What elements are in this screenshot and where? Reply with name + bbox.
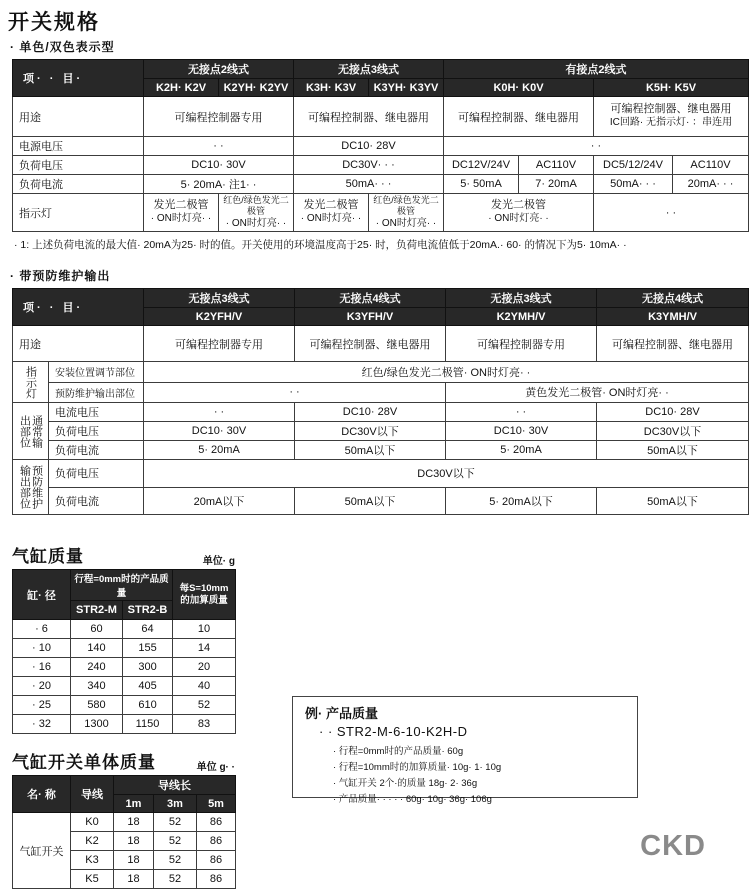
t1-group-3wire: 无接点3线式 <box>294 60 444 79</box>
t2-pm-cell: 20mA以下 <box>144 487 295 515</box>
t2-group-4wire-b: 无接点4线式 <box>597 289 749 308</box>
t4-val: 86 <box>197 813 236 832</box>
t3-bore: · 25 <box>13 696 71 715</box>
t3-mass-add: 52 <box>173 696 236 715</box>
t4-val: 52 <box>154 851 197 870</box>
t1-loadv-label: 负荷电压 <box>13 156 144 175</box>
t4-val: 86 <box>197 851 236 870</box>
t2-normal-cell: 5· 20mA <box>446 441 597 460</box>
t1-usage-label: 用途 <box>13 97 144 137</box>
t1-lamp-on: · ON时灯亮· · <box>488 213 549 225</box>
t2-pm-cell: 50mA以下 <box>597 487 749 515</box>
t3-bore-header: 缸· 径 <box>13 570 71 620</box>
t4-lead-header: 导线 <box>71 776 114 813</box>
t1-loadi-cell: 5· 50mA <box>444 175 519 194</box>
t1-lamp-cell <box>444 194 594 232</box>
t2-normal-row-label: 负荷电流 <box>49 441 144 460</box>
t2-model-k3ymh: K3YMH/V <box>597 308 749 326</box>
t1-lamp-cell-k5: · · <box>594 194 749 232</box>
t2-usage-cell: 可编程控制器专用 <box>446 326 597 362</box>
switch-mass-section-header <box>12 748 235 773</box>
t1-loadi-cell: 20mA· · · <box>673 175 749 194</box>
t2-lamp-row2-cell: · · <box>144 382 446 403</box>
t3-mass-add: 40 <box>173 677 236 696</box>
t1-usage-cell: 可编程控制器、继电器用 <box>444 97 594 137</box>
t1-lamp-type: 红色/绿色发光二极管 <box>223 195 289 217</box>
t1-loadi-cell: 50mA· · · <box>594 175 673 194</box>
t1-lamp-on: · ON时灯亮· · <box>150 213 212 225</box>
t3-stroke0-header: 行程=0mm时的产品质量 <box>71 570 173 601</box>
ckd-logo: CKD <box>640 830 706 862</box>
t1-loadi-cell: 7· 20mA <box>519 175 594 194</box>
t4-val: 18 <box>114 832 154 851</box>
spec-table-preventive-maintenance <box>12 288 749 515</box>
example-line: · 行程=0mm时的产品质量· 60g <box>333 746 464 757</box>
t1-lamp-cell <box>219 194 294 232</box>
t2-normal-cell: DC10· 28V <box>295 403 446 422</box>
t2-normal-row-label: 负荷电压 <box>49 422 144 441</box>
t4-val: 86 <box>197 870 236 889</box>
t1-lamp-cell <box>144 194 219 232</box>
t2-group-3wire-b: 无接点3线式 <box>446 289 597 308</box>
t3-add-header-line2: 的加算质量 <box>180 594 228 606</box>
t3-bore: · 20 <box>13 677 71 696</box>
t2-normal-cell: DC30V以下 <box>597 422 749 441</box>
t1-lamp-cell <box>294 194 369 232</box>
t3-mass-add: 83 <box>173 715 236 734</box>
t2-lamp-row1-cell: 红色/绿色发光二极管· ON时灯亮· · <box>144 362 749 383</box>
t2-group-3wire-a: 无接点3线式 <box>144 289 295 308</box>
t2-pm-group-vtext: 预防维护输出部位 <box>18 465 43 509</box>
t1-group-2wire: 无接点2线式 <box>144 60 294 79</box>
t3-mass-m: 140 <box>71 639 123 658</box>
footnote-load-current: · 1: 上述负荷电流的最大值· 20mA为25· 时的值。开关使用的环境温度高于25· 时，负荷电流值低于20mA.· 60· 的情况下为5· 10mA· · <box>14 239 627 251</box>
t2-normal-cell: DC30V以下 <box>295 422 446 441</box>
t2-pm-row1-cell: DC30V以下 <box>144 460 749 488</box>
t3-bore: · 16 <box>13 658 71 677</box>
t1-model-k2h: K2H· K2V <box>144 79 219 97</box>
t1-model-k5h: K5H· K5V <box>594 79 749 97</box>
t1-supply-label: 电源电压 <box>13 137 144 156</box>
t3-mass-b: 64 <box>123 620 173 639</box>
t4-leadlen-header: 导线长 <box>114 776 236 795</box>
t1-loadv-cell: DC5/12/24V <box>594 156 673 175</box>
t4-val: 52 <box>154 813 197 832</box>
t1-lamp-on: · ON时灯亮· · <box>375 217 437 229</box>
t3-bore: · 32 <box>13 715 71 734</box>
t3-mass-add: 10 <box>173 620 236 639</box>
spec-table-single-dual-color <box>12 59 749 232</box>
t2-model-k2yfh: K2YFH/V <box>144 308 295 326</box>
t2-usage-label: 用途 <box>13 326 144 362</box>
cylinder-mass-table <box>12 569 236 734</box>
section1-bullet: · 单色/双色表示型 <box>10 40 115 54</box>
example-model-number: · · STR2-M-6-10-K2H-D <box>319 724 468 739</box>
t2-usage-cell: 可编程控制器专用 <box>144 326 295 362</box>
t2-model-k3yfh: K3YFH/V <box>295 308 446 326</box>
t2-normal-cell: DC10· 30V <box>144 422 295 441</box>
t3-add-header <box>173 570 236 620</box>
t2-item-header: 项· · 目· <box>13 289 144 326</box>
t2-lamp-group-vtext: 指示灯 <box>24 365 37 399</box>
t1-usage-k5-line2: IC回路· 无指示灯· ：串连用 <box>609 117 733 129</box>
cylinder-mass-title: 气缸质量 <box>12 547 84 566</box>
t3-mass-m: 240 <box>71 658 123 677</box>
t1-lamp-type: 发光二极管 <box>153 199 209 212</box>
t1-loadv-cell: DC12V/24V <box>444 156 519 175</box>
t3-mass-b: 610 <box>123 696 173 715</box>
t2-normal-cell: · · <box>144 403 295 422</box>
t2-normal-cell: · · <box>446 403 597 422</box>
t4-val: 18 <box>114 870 154 889</box>
t1-item-header: 项· · 目· <box>13 60 144 97</box>
t2-normal-group-label <box>13 403 49 460</box>
t3-bore: · 6 <box>13 620 71 639</box>
t1-loadi-cell: 5· 20mA· 注1· · <box>144 175 294 194</box>
t2-usage-cell: 可编程控制器、继电器用 <box>295 326 446 362</box>
t2-pm-row1-label: 负荷电压 <box>49 460 144 488</box>
t3-mass-add: 20 <box>173 658 236 677</box>
t1-lamp-type: 发光二极管 <box>303 199 359 212</box>
t4-col-5m: 5m <box>197 795 236 813</box>
t2-normal-cell: DC10· 28V <box>597 403 749 422</box>
t2-pm-group-label <box>13 460 49 515</box>
t3-mass-m: 1300 <box>71 715 123 734</box>
t1-usage-cell-k5 <box>594 97 749 137</box>
example-product-mass-box <box>292 696 638 805</box>
t4-code: K2 <box>71 832 114 851</box>
t1-loadv-cell: DC30V· · · <box>294 156 444 175</box>
t3-mass-b: 155 <box>123 639 173 658</box>
t4-val: 52 <box>154 870 197 889</box>
t4-code: K0 <box>71 813 114 832</box>
example-line: · 气缸开关 2个·的质量 18g· 2· 36g <box>333 778 478 789</box>
t2-lamp-row2-label: 预防维护输出部位 <box>49 382 144 403</box>
t2-normal-group-vtext: 通常输出部位 <box>18 414 43 448</box>
example-title: 例· 产品质量 <box>305 706 378 721</box>
t3-mass-m: 580 <box>71 696 123 715</box>
page-title: 开关规格 <box>8 11 100 34</box>
cylinder-mass-section-header <box>12 542 235 567</box>
t4-name-header: 名· 称 <box>13 776 71 813</box>
t1-loadv-cell: AC110V <box>519 156 594 175</box>
t1-loadi-label: 负荷电流 <box>13 175 144 194</box>
t2-pm-cell: 50mA以下 <box>295 487 446 515</box>
t2-lamp-row2-cell: 黄色发光二极管· ON时灯亮· · <box>446 382 749 403</box>
section2-bullet: · 带预防维护输出 <box>10 269 111 283</box>
t1-loadv-cell: AC110V <box>673 156 749 175</box>
t3-mass-add: 14 <box>173 639 236 658</box>
t1-usage-cell: 可编程控制器专用 <box>144 97 294 137</box>
t4-val: 52 <box>154 832 197 851</box>
t4-group-name: 气缸开关 <box>13 813 71 889</box>
t2-pm-cell: 5· 20mA以下 <box>446 487 597 515</box>
switch-mass-unit: 单位 g· · <box>196 762 235 773</box>
t2-pm-row2-label: 负荷电流 <box>49 487 144 515</box>
t1-lamp-type: 红色/绿色发光二极管 <box>373 195 439 217</box>
t3-mass-b: 1150 <box>123 715 173 734</box>
t4-val: 18 <box>114 813 154 832</box>
t1-model-k3h: K3H· K3V <box>294 79 369 97</box>
t4-col-3m: 3m <box>154 795 197 813</box>
t4-code: K3 <box>71 851 114 870</box>
t1-lamp-label: 指示灯 <box>13 194 144 232</box>
t1-group-contact2wire: 有接点2线式 <box>444 60 749 79</box>
t1-usage-k5-line1: 可编程控制器、继电器用 <box>610 103 732 116</box>
t2-lamp-row1-label: 安装位置调节部位 <box>49 362 144 383</box>
t1-model-k2yh: K2YH· K2YV <box>219 79 294 97</box>
t3-col-str2b: STR2-B <box>123 601 173 620</box>
t1-usage-cell: 可编程控制器、继电器用 <box>294 97 444 137</box>
t1-loadv-cell: DC10· 30V <box>144 156 294 175</box>
t2-normal-cell: DC10· 30V <box>446 422 597 441</box>
t3-mass-m: 340 <box>71 677 123 696</box>
t4-code: K5 <box>71 870 114 889</box>
t2-usage-cell: 可编程控制器、继电器用 <box>597 326 749 362</box>
t2-normal-cell: 5· 20mA <box>144 441 295 460</box>
t1-lamp-cell <box>369 194 444 232</box>
cylinder-mass-unit: 单位· g <box>202 556 235 567</box>
t1-supply-cell: · · <box>144 137 294 156</box>
switch-mass-table <box>12 775 236 889</box>
t2-lamp-group-label <box>13 362 49 403</box>
t2-normal-cell: 50mA以下 <box>295 441 446 460</box>
t4-col-1m: 1m <box>114 795 154 813</box>
catalog-page <box>0 6 750 885</box>
t1-lamp-type: 发光二极管 <box>491 199 546 212</box>
t4-val: 86 <box>197 832 236 851</box>
t3-mass-m: 60 <box>71 620 123 639</box>
t3-mass-b: 405 <box>123 677 173 696</box>
t1-supply-cell: · · <box>444 137 749 156</box>
t1-model-k3yh: K3YH· K3YV <box>369 79 444 97</box>
t3-bore: · 10 <box>13 639 71 658</box>
t1-model-k0h: K0H· K0V <box>444 79 594 97</box>
switch-mass-title: 气缸开关单体质量 <box>12 753 156 772</box>
t3-col-str2m: STR2-M <box>71 601 123 620</box>
t2-normal-row-label: 电流电压 <box>49 403 144 422</box>
t2-group-4wire-a: 无接点4线式 <box>295 289 446 308</box>
t2-model-k2ymh: K2YMH/V <box>446 308 597 326</box>
t3-add-header-line1: 每S=10mm <box>179 582 229 594</box>
t4-val: 18 <box>114 851 154 870</box>
t3-mass-b: 300 <box>123 658 173 677</box>
t1-lamp-on: · ON时灯亮· · <box>225 217 287 229</box>
example-line: · 产品质量· · · · · 60g· 10g· 36g· 106g <box>333 794 492 805</box>
example-line: · 行程=10mm时的加算质量· 10g· 1· 10g <box>333 762 502 773</box>
t1-supply-cell: DC10· 28V <box>294 137 444 156</box>
t1-lamp-on: · ON时灯亮· · <box>300 213 362 225</box>
t1-loadi-cell: 50mA· · · <box>294 175 444 194</box>
t2-normal-cell: 50mA以下 <box>597 441 749 460</box>
